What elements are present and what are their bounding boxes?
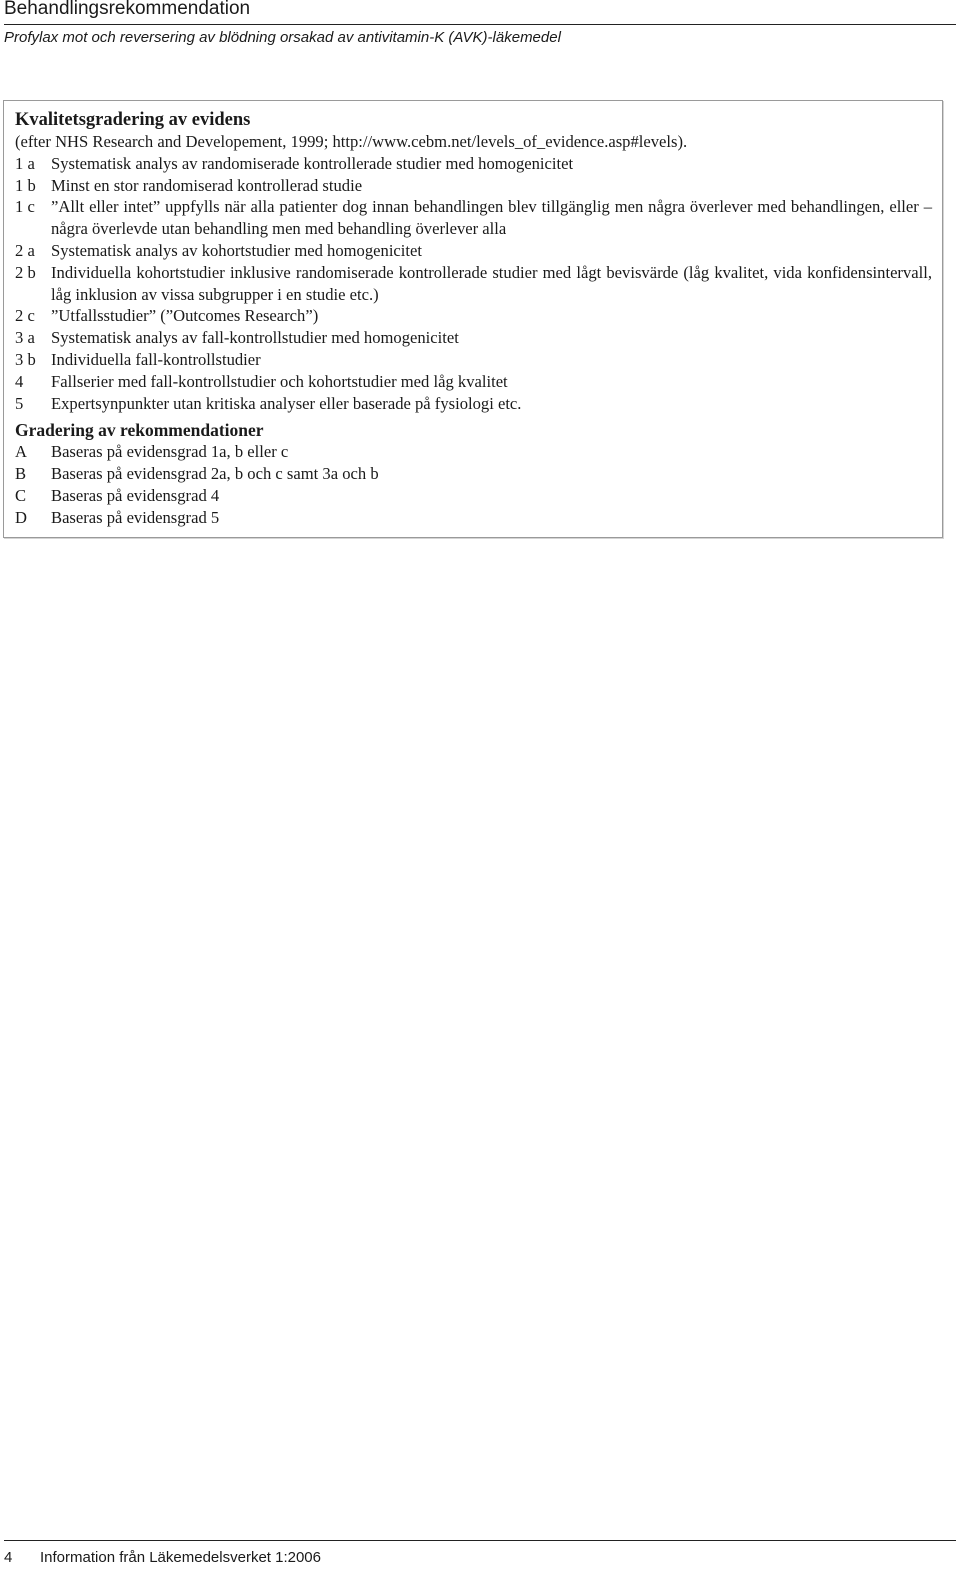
recommendation-row [15, 507, 932, 529]
footer-text [4, 1549, 956, 1567]
evidence-level-row [15, 175, 932, 197]
recommendation-row [15, 485, 932, 507]
evidence-level-text: Systematisk analys av randomiserade kontrollerade studier med homogenicitet [51, 153, 574, 173]
evidence-level-row [15, 196, 932, 240]
evidence-level-code: 2 a [15, 240, 35, 260]
recommendation-text: Baseras på evidensgrad 5 [51, 507, 220, 527]
evidence-level-row [15, 327, 932, 349]
evidence-level-code: 1 b [15, 175, 36, 195]
recommendation-code: A [15, 442, 27, 462]
evidence-source: (efter NHS Research and Developement, 1999; http://www.cebm.net/levels_of_evidence.asp#levels). [15, 132, 688, 151]
evidence-level-code: 3 b [15, 349, 36, 369]
evidence-level-row [15, 371, 932, 393]
evidence-level-row [15, 305, 932, 327]
header-title: Behandlingsrekommendation [4, 0, 251, 19]
recommendation-row [15, 441, 932, 463]
evidence-level-text: Minst en stor randomiserad kontrollerad studie [51, 175, 363, 195]
evidence-level-code: 4 [15, 371, 24, 391]
recommendation-text: Baseras på evidensgrad 1a, b eller c [51, 442, 289, 462]
evidence-level-text: Expertsynpunkter utan kritiska analyser eller baserade på fysiologi etc. [51, 393, 522, 413]
evidence-level-row [15, 262, 932, 306]
evidence-level-text: Systematisk analys av fall-kontrollstudier med homogenicitet [51, 328, 459, 348]
evidence-level-text: ”Utfallsstudier” (”Outcomes Research”) [51, 306, 319, 326]
evidence-levels-list [15, 153, 932, 415]
evidence-level-text: ”Allt eller intet” uppfylls när alla patienter dog innan behandlingen blev tillgänglig men några överlever med behandlingen, eller – några överlevde utan behandling men med behandling överlever alla [51, 197, 932, 239]
evidence-level-code: 5 [15, 393, 24, 413]
evidence-level-row [15, 153, 932, 175]
evidence-level-code: 3 a [15, 328, 35, 348]
header-subtitle: Profylax mot och reversering av blödning orsakad av antivitamin-K (AVK)-läkemedel [4, 29, 561, 46]
recommendation-text: Baseras på evidensgrad 4 [51, 485, 220, 505]
evidence-level-text: Individuella kohortstudier inklusive randomiserade kontrollerade studier med lågt bevisvärde (låg kvalitet, vida konfidensintervall, låg inklusion av vissa subgrupper i en studie etc.) [51, 262, 932, 304]
evidence-level-code: 1 c [15, 197, 35, 217]
recommendations-heading: Gradering av rekommendationer [15, 420, 264, 441]
page-number: 4 [4, 1549, 13, 1566]
header-divider [4, 24, 956, 25]
evidence-level-code: 1 a [15, 153, 35, 173]
evidence-heading: Kvalitetsgradering av evidens [15, 110, 251, 130]
recommendation-text: Baseras på evidensgrad 2a, b och c samt 3a och b [51, 464, 379, 484]
recommendation-code: C [15, 485, 27, 505]
evidence-level-code: 2 b [15, 262, 36, 282]
recommendation-code: D [15, 507, 27, 527]
footer-divider [4, 1540, 956, 1541]
recommendation-code: B [15, 464, 27, 484]
evidence-level-text: Individuella fall-kontrollstudier [51, 349, 261, 369]
evidence-level-row [15, 240, 932, 262]
page-header [4, 0, 956, 47]
page-footer [4, 1540, 956, 1567]
recommendation-row [15, 463, 932, 485]
evidence-level-row [15, 393, 932, 415]
evidence-level-row [15, 349, 932, 371]
evidence-level-code: 2 c [15, 306, 35, 326]
evidence-level-text: Systematisk analys av kohortstudier med homogenicitet [51, 240, 422, 260]
evidence-grading-box [3, 100, 943, 538]
publication-name: Information från Läkemedelsverket 1:2006 [40, 1549, 321, 1566]
evidence-level-text: Fallserier med fall-kontrollstudier och kohortstudier med låg kvalitet [51, 371, 508, 391]
recommendations-list [15, 441, 932, 528]
